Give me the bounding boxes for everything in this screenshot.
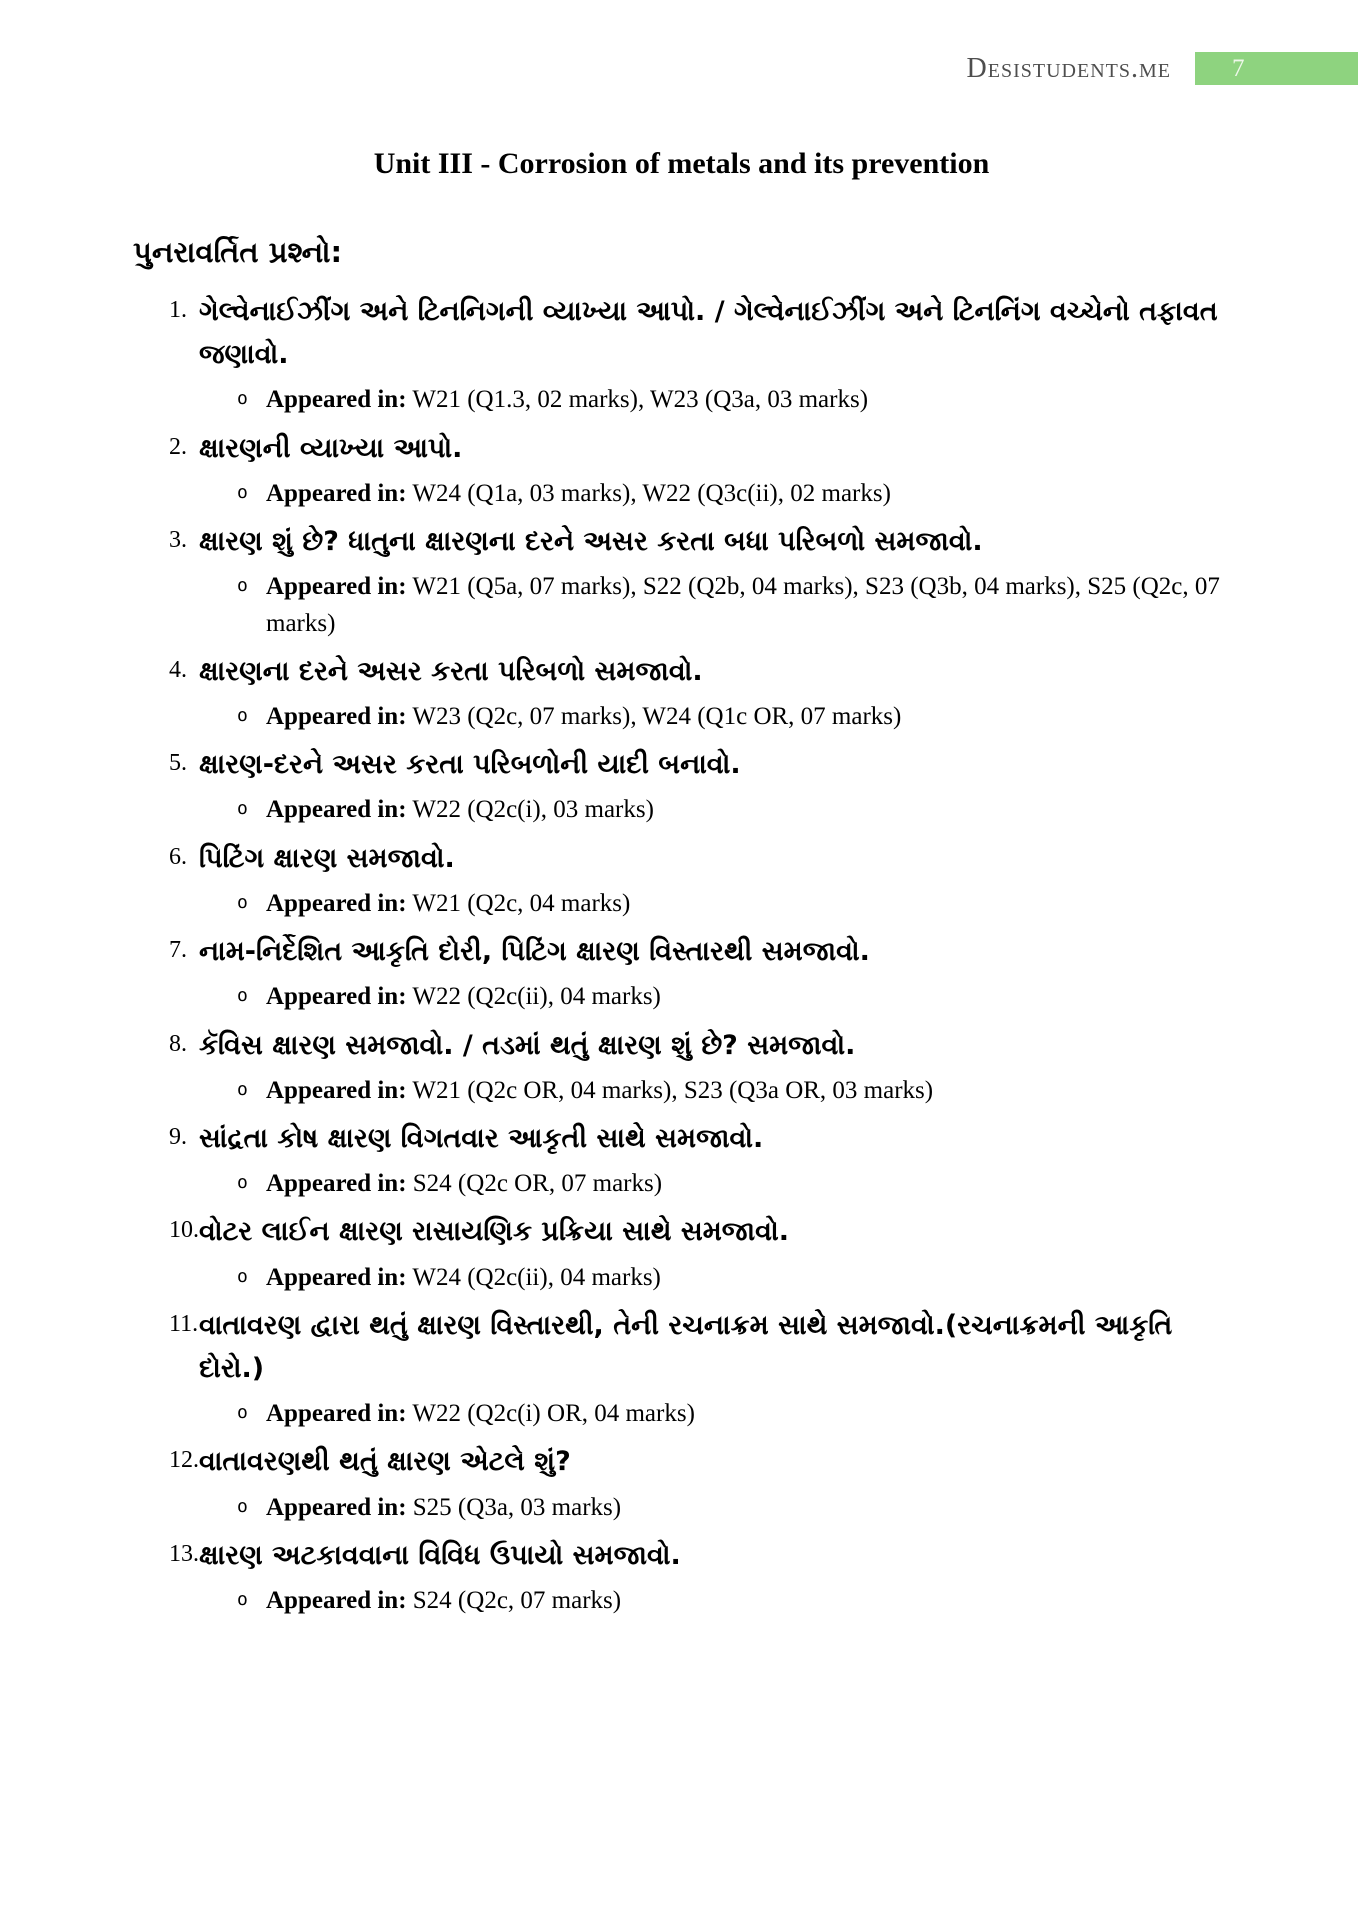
page-content xyxy=(0,147,1358,1619)
circle-bullet: o xyxy=(237,1265,248,1287)
appeared-label: Appeared in: xyxy=(266,1400,407,1428)
question-row xyxy=(133,1534,1230,1577)
appeared-line xyxy=(266,1490,621,1526)
question-text: નામ-નિર્દેશિત આકૃતિ દોરી, પિટિંગ ક્ષારણ વિસ્તારથી સમજાવો. xyxy=(199,936,870,968)
question-text: સાંદ્રતા કોષ ક્ષારણ વિગતવાર આકૃતી સાથે સમજાવો. xyxy=(199,1122,764,1154)
appeared-row xyxy=(237,476,1230,512)
appeared-line xyxy=(266,476,891,512)
appeared-label: Appeared in: xyxy=(266,983,407,1011)
question-number: 4. xyxy=(169,656,187,683)
question-number: 9. xyxy=(169,1123,187,1150)
question-text: કૅવિસ ક્ષારણ સમજાવો. / તડમાં થતું ક્ષારણ શું છે? સમજાવો. xyxy=(199,1029,856,1061)
question-row xyxy=(133,930,1230,973)
question-text: વોટર લાઈન ક્ષારણ રાસાયણિક પ્રક્રિયા સાથે સમજાવો. xyxy=(199,1216,789,1248)
appeared-label: Appeared in: xyxy=(266,1587,407,1615)
appeared-row xyxy=(237,1073,1230,1109)
circle-bullet: o xyxy=(237,388,248,410)
appeared-row xyxy=(237,1166,1230,1202)
appeared-line xyxy=(266,382,868,418)
question-number: 3. xyxy=(169,527,187,554)
question-item xyxy=(133,427,1230,512)
appeared-text: W24 (Q2c(ii), 04 marks) xyxy=(412,1263,661,1291)
appeared-text: W22 (Q2c(ii), 04 marks) xyxy=(412,983,661,1011)
question-text: ક્ષારણ શું છે? ધાતુના ક્ષારણના દરને અસર કરતા બધા પરિબળો સમજાવો. xyxy=(199,526,983,558)
question-item xyxy=(133,290,1230,419)
unit-title: Unit III - Corrosion of metals and its prevention xyxy=(373,147,990,180)
appeared-text: W21 (Q2c, 04 marks) xyxy=(412,889,631,917)
appeared-label: Appeared in: xyxy=(266,1493,407,1521)
appeared-label: Appeared in: xyxy=(266,1263,407,1291)
appeared-text: S24 (Q2c, 07 marks) xyxy=(412,1587,622,1615)
question-row xyxy=(133,743,1230,786)
circle-bullet: o xyxy=(237,891,248,913)
appeared-line xyxy=(266,1166,662,1202)
question-row xyxy=(133,1304,1230,1390)
question-item xyxy=(133,1117,1230,1202)
appeared-line xyxy=(266,1073,933,1109)
appeared-line xyxy=(266,1396,695,1432)
question-text: ક્ષારણના દરને અસર કરતા પરિબળો સમજાવો. xyxy=(199,655,703,687)
circle-bullet: o xyxy=(237,575,248,597)
question-number: 11. xyxy=(169,1310,199,1337)
question-number: 12. xyxy=(169,1447,199,1474)
page-header xyxy=(0,0,1358,85)
appeared-row xyxy=(237,1490,1230,1526)
question-number: 8. xyxy=(169,1030,187,1057)
appeared-line xyxy=(266,699,901,735)
appeared-label: Appeared in: xyxy=(266,573,407,601)
circle-bullet: o xyxy=(237,1402,248,1424)
page-number: 7 xyxy=(1232,54,1245,82)
question-number: 7. xyxy=(169,937,187,964)
appeared-label: Appeared in: xyxy=(266,479,407,507)
question-text: ક્ષારણ-દરને અસર કરતા પરિબળોની યાદી બનાવો. xyxy=(199,749,741,781)
appeared-row xyxy=(237,1260,1230,1296)
question-item xyxy=(133,520,1230,642)
appeared-row xyxy=(237,382,1230,418)
circle-bullet: o xyxy=(237,985,248,1007)
appeared-line xyxy=(266,886,630,922)
circle-bullet: o xyxy=(237,1495,248,1517)
appeared-text: W23 (Q2c, 07 marks), W24 (Q1c OR, 07 marks) xyxy=(412,702,902,730)
appeared-row xyxy=(237,979,1230,1015)
questions-list xyxy=(133,290,1230,1619)
question-text: વાતાવરણથી થતું ક્ષારણ એટલે શું? xyxy=(199,1446,571,1478)
question-item xyxy=(133,1534,1230,1619)
appeared-row xyxy=(237,569,1230,642)
question-row xyxy=(133,520,1230,563)
question-item xyxy=(133,650,1230,735)
appeared-text: W21 (Q2c OR, 04 marks), S23 (Q3a OR, 03 marks) xyxy=(412,1076,934,1104)
circle-bullet: o xyxy=(237,1078,248,1100)
question-row xyxy=(133,650,1230,693)
appeared-label: Appeared in: xyxy=(266,796,407,824)
question-number: 10. xyxy=(169,1217,199,1244)
question-row xyxy=(133,427,1230,470)
question-item xyxy=(133,1024,1230,1109)
appeared-row xyxy=(237,1583,1230,1619)
appeared-line xyxy=(266,792,654,828)
appeared-row xyxy=(237,886,1230,922)
question-text: પિટિંગ ક્ષારણ સમજાવો. xyxy=(199,842,455,874)
question-row xyxy=(133,837,1230,880)
question-text: ક્ષારણ અટકાવવાના વિવિધ ઉપાયો સમજાવો. xyxy=(199,1539,681,1571)
section-heading: પુનરાવર્તિત પ્રશ્નો: xyxy=(133,235,343,269)
circle-bullet: o xyxy=(237,798,248,820)
question-number: 5. xyxy=(169,750,187,777)
appeared-row xyxy=(237,1396,1230,1432)
appeared-line xyxy=(266,979,661,1015)
appeared-row xyxy=(237,792,1230,828)
appeared-row xyxy=(237,699,1230,735)
question-text: ગેલ્વેનાઈઝીંગ અને ટિનનિગની વ્યાખ્યા આપો. / ગેલ્વેનાઈઝીંગ અને ટિનનિંગ વચ્ચેનો તફાવત જણાવો. xyxy=(199,296,1218,371)
appeared-label: Appeared in: xyxy=(266,1076,407,1104)
circle-bullet: o xyxy=(237,704,248,726)
circle-bullet: o xyxy=(237,1172,248,1194)
appeared-label: Appeared in: xyxy=(266,1170,407,1198)
question-item xyxy=(133,1304,1230,1433)
question-number: 13. xyxy=(169,1540,199,1567)
question-text: વાતાવરણ દ્વારા થતું ક્ષારણ વિસ્તારથી, તેની રચનાક્રમ સાથે સમજાવો.(રચનાક્રમની આકૃતિ દોરો.) xyxy=(199,1309,1173,1384)
page-number-badge xyxy=(1195,52,1358,85)
site-name: Desistudents.me xyxy=(966,52,1171,84)
appeared-text: S25 (Q3a, 03 marks) xyxy=(412,1493,622,1521)
appeared-line xyxy=(266,1260,661,1296)
appeared-label: Appeared in: xyxy=(266,889,407,917)
question-number: 1. xyxy=(169,297,187,323)
question-number: 6. xyxy=(169,843,187,870)
question-item xyxy=(133,743,1230,828)
appeared-label: Appeared in: xyxy=(266,702,407,730)
question-row xyxy=(133,1024,1230,1067)
appeared-text: W22 (Q2c(i), 03 marks) xyxy=(412,796,654,824)
question-item xyxy=(133,1440,1230,1525)
circle-bullet: o xyxy=(237,481,248,503)
question-row xyxy=(133,290,1230,376)
appeared-text: S24 (Q2c OR, 07 marks) xyxy=(412,1170,663,1198)
question-item xyxy=(133,930,1230,1015)
circle-bullet: o xyxy=(237,1589,248,1611)
question-row xyxy=(133,1117,1230,1160)
appeared-text: W24 (Q1a, 03 marks), W22 (Q3c(ii), 02 marks) xyxy=(412,479,891,507)
question-row xyxy=(133,1440,1230,1483)
appeared-label: Appeared in: xyxy=(266,386,407,414)
appeared-text: W21 (Q1.3, 02 marks), W23 (Q3a, 03 marks) xyxy=(412,386,869,414)
appeared-text: W21 (Q5a, 07 marks), S22 (Q2b, 04 marks), S23 (Q3b, 04 marks), S25 (Q2c, 07 marks) xyxy=(266,573,1220,637)
question-item xyxy=(133,1210,1230,1295)
question-number: 2. xyxy=(169,433,187,460)
question-item xyxy=(133,837,1230,922)
question-row xyxy=(133,1210,1230,1253)
appeared-text: W22 (Q2c(i) OR, 04 marks) xyxy=(412,1400,695,1428)
question-text: ક્ષારણની વ્યાખ્યા આપો. xyxy=(199,432,463,464)
appeared-line xyxy=(266,569,1230,642)
appeared-line xyxy=(266,1583,621,1619)
